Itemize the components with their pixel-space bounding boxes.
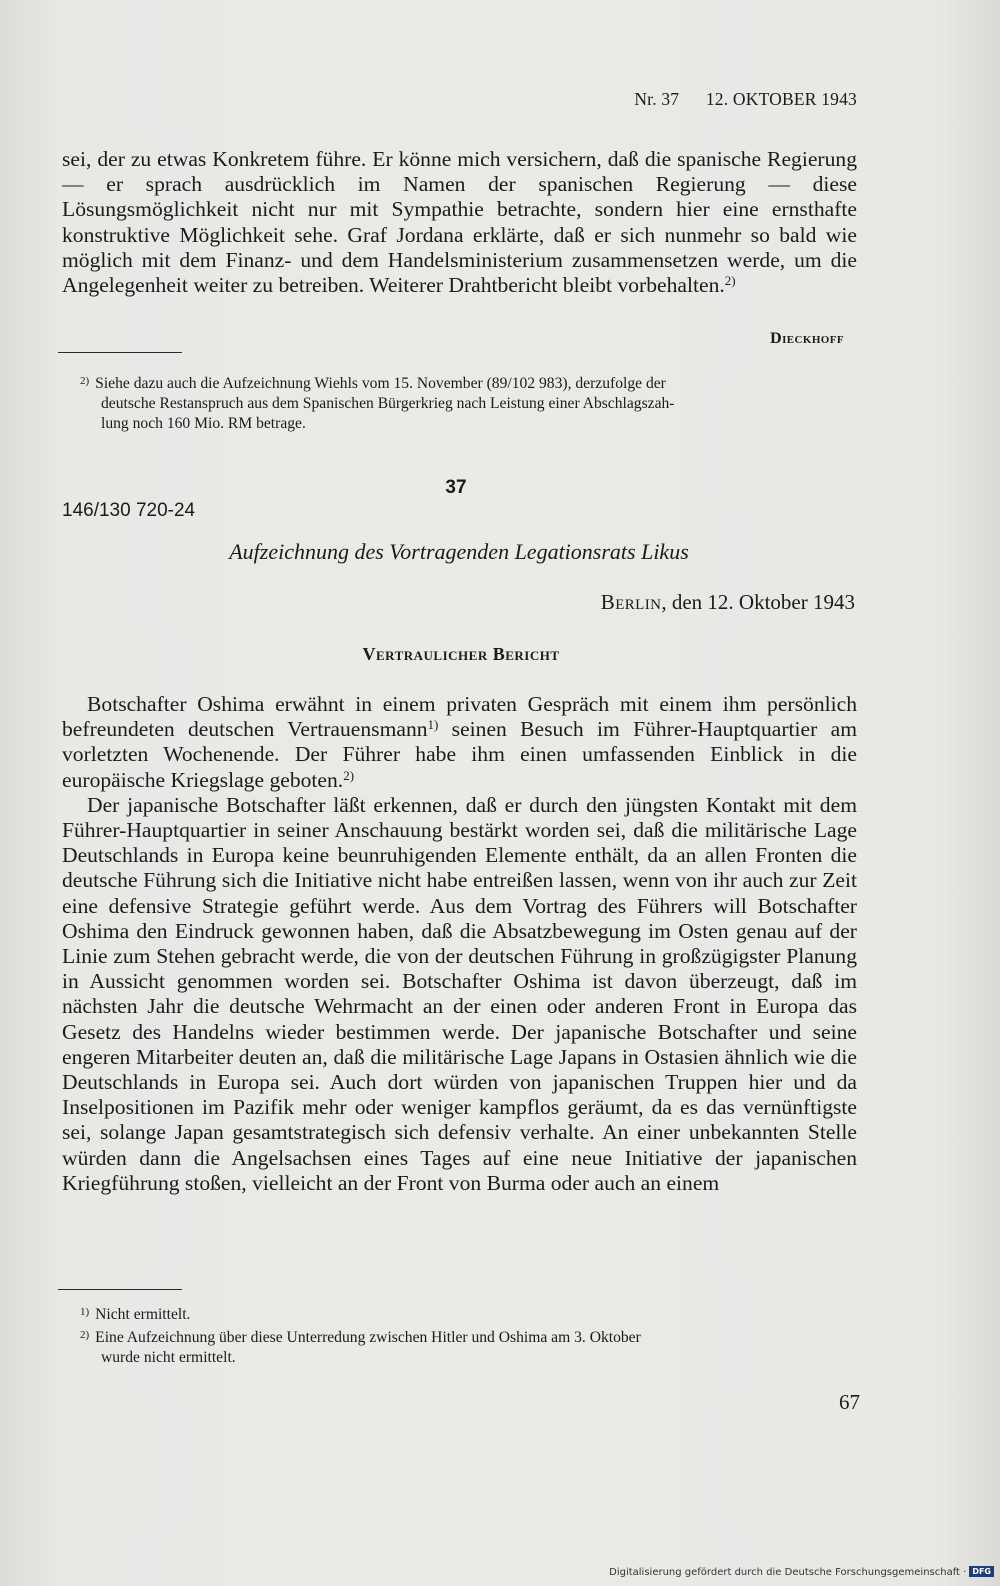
archive-reference: 146/130 720-24 bbox=[62, 500, 196, 521]
page-number: 67 bbox=[839, 1390, 860, 1414]
paragraph bbox=[62, 692, 857, 793]
header-date: 12. OKTOBER 1943 bbox=[705, 89, 857, 109]
footnote bbox=[80, 1302, 857, 1325]
footnote-mark: 1) bbox=[80, 1306, 90, 1318]
footnote-text: wurde nicht ermittelt. bbox=[101, 1349, 236, 1366]
place-name: Berlin bbox=[600, 590, 662, 614]
continuation-paragraph bbox=[62, 147, 857, 298]
footnotes-bottom bbox=[80, 1302, 857, 1368]
footnote-top bbox=[80, 371, 857, 434]
credit-text: Digitalisierung gefördert durch die Deutsche Forschungsgemeinschaft · bbox=[609, 1567, 967, 1578]
document-title: Aufzeichnung des Vortragenden Legationsrats Likus bbox=[229, 539, 689, 564]
footnote-reference: 1) bbox=[427, 717, 439, 733]
footnote-line: deutsche Restanspruch aus dem Spanischen Bürgerkrieg nach Leistung einer Abschlagszah- bbox=[101, 395, 675, 412]
date-text: , den 12. Oktober 1943 bbox=[661, 590, 855, 614]
digitization-credit bbox=[609, 1566, 994, 1578]
report-body bbox=[62, 692, 857, 1196]
subheading: Vertraulicher Bericht bbox=[362, 644, 560, 664]
signature: Dieckhoff bbox=[770, 330, 844, 347]
document-number: 37 bbox=[445, 477, 467, 498]
footnote-reference: 2) bbox=[343, 767, 355, 783]
footnote-mark: 2) bbox=[80, 1329, 90, 1341]
running-header bbox=[634, 89, 857, 110]
footnote-divider bbox=[58, 1289, 182, 1290]
continuation-text: sei, der zu etwas Konkretem führe. Er könne mich versichern, daß die spanische Regierung — er sprach ausdrücklich im Namen der spanischen Regierung — diese Lösungsmöglichkeit nicht nur mit Sympathie betrachte, sondern hier eine ernsthafte konstruktive Möglichkeit sehe. Graf Jordana erklärte, daß er sich nunmehr so bald wie möglich mit dem Finanz- und dem Handelsministerium zusammensetzen werde, um die Angelegenheit weiter zu betreiben. Weiterer Drahtbericht bleibt vorbehalten. bbox=[62, 147, 857, 298]
footnote-line: Siehe dazu auch die Aufzeichnung Wiehls vom 15. November (89/102 983), derzufolge der bbox=[95, 375, 666, 392]
dateline bbox=[601, 590, 855, 615]
footnote-line: lung noch 160 Mio. RM betrage. bbox=[101, 415, 306, 432]
footnote-text: Eine Aufzeichnung über diese Unterredung zwischen Hitler und Oshima am 3. Oktober bbox=[95, 1329, 641, 1346]
footnote-divider bbox=[58, 352, 182, 353]
paragraph-text: Botschafter Oshima erwähnt in einem privaten Gespräch mit einem ihm persönlich befreundeten deutschen Vertrauensmann bbox=[62, 692, 857, 742]
paragraph: Der japanische Botschafter läßt erkennen, daß er durch den jüngsten Kontakt mit dem Führer-Hauptquartier in seiner Anschauung bestärkt worden sei, daß die militärische Lage Deutschlands in Europa keine beunruhigenden Elemente enthält, da an allen Fronten die deutsche Führung sich die Initiative nicht habe entreißen lassen, wenn von ihr auch zur Zeit eine defensive Strategie geführt werde. Aus dem Vortrag des Führers will Botschafter Oshima den Eindruck gewonnen haben, daß die Absatzbewegung im Osten genau auf der Linie zum Stehen gebracht werde, die von der deutschen Führung in großzügigster Planung in Aussicht genommen worden sei. Botschafter Oshima ist davon überzeugt, daß im nächsten Jahr die deutsche Wehrmacht an der einen oder anderen Front in Europa das Gesetz des Handelns wieder bestimmen werde. Der japanische Botschafter und seine engeren Mitarbeiter deuten an, daß die militärische Lage Japans in Ostasien ähnlich wie die Deutschlands in Europa sei. Auch dort würden von japanischen Truppen hier und da Inselpositionen im Pazifik mehr oder weniger kampflos geräumt, da es das vernünftigste sei, solange Japan gesamtstrategisch sich defensiv verhalte. An einer unbekannten Stelle würden dann die Angelsachsen eines Tages auf eine neue Initiative der japanischen Kriegführung stoßen, vielleicht an der Front von Burma oder auch an einem bbox=[62, 792, 857, 1195]
footnote-mark: 2) bbox=[80, 375, 90, 387]
footnote-reference: 2) bbox=[724, 273, 736, 289]
header-doc-number: Nr. 37 bbox=[634, 89, 680, 109]
footnote bbox=[80, 1325, 857, 1368]
paragraph-text: seinen Besuch im Führer-Hauptquartier am vorletzten Wochenende. Der Führer habe ihm einen umfassenden Einblick in die europäische Kriegslage geboten. bbox=[62, 717, 857, 792]
dfg-logo: DFG bbox=[969, 1566, 994, 1577]
footnote-text: Nicht ermittelt. bbox=[95, 1306, 191, 1323]
